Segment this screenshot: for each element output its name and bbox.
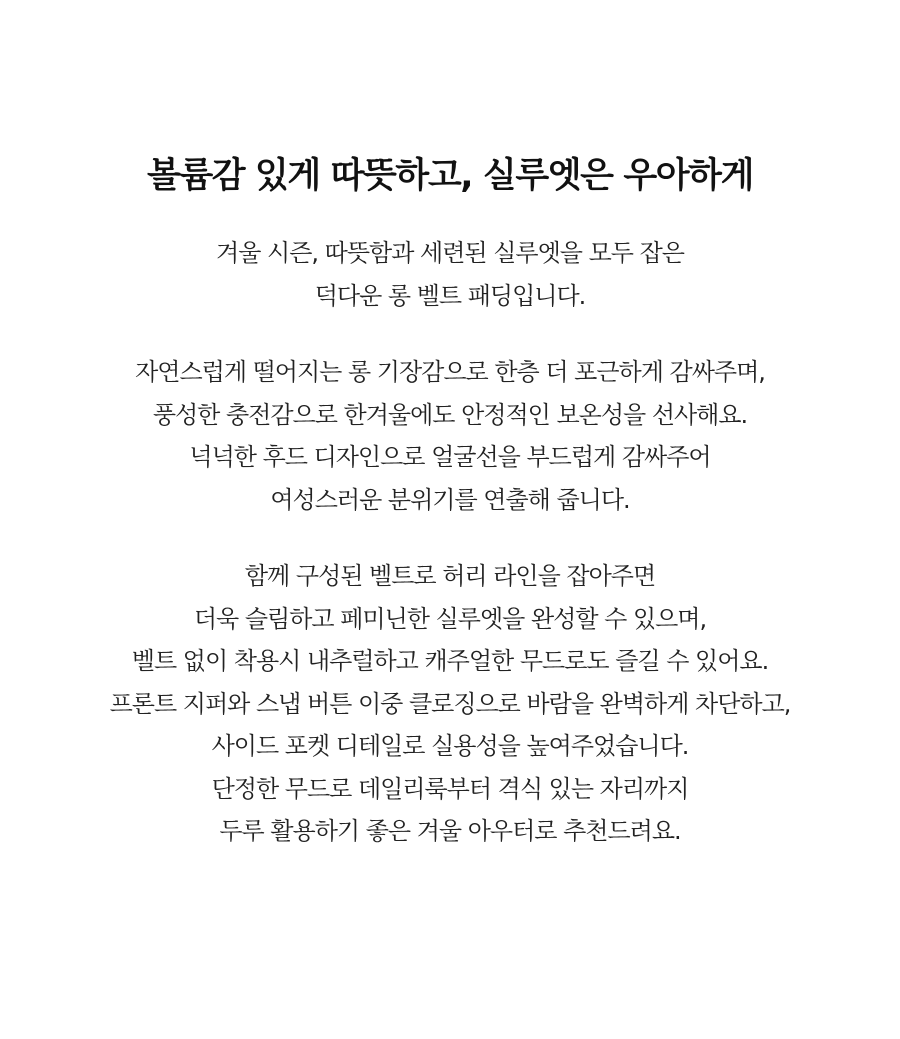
description-line: 두루 활용하기 좋은 겨울 아우터로 추천드려요. — [219, 817, 681, 845]
description-paragraph-intro — [0, 232, 900, 317]
description-line: 겨울 시즌, 따뜻함과 세련된 실루엣을 모두 잡은 — [216, 239, 684, 267]
description-line: 여성스러운 분위기를 연출해 줍니다. — [270, 485, 630, 514]
description-line: 더욱 슬림하고 페미닌한 실루엣을 완성할 수 있으며, — [193, 604, 707, 633]
description-line: 덕다운 롱 벨트 패딩입니다. — [314, 281, 586, 310]
description-line: 프론트 지퍼와 스냅 버튼 이중 클로징으로 바람을 완벽하게 차단하고, — [109, 689, 791, 718]
description-line: 풍성한 충전감으로 한겨울에도 안정적인 보온성을 선사해요. — [152, 400, 748, 429]
description-line: 벨트 없이 착용시 내추럴하고 캐주얼한 무드로도 즐길 수 있어요. — [131, 647, 769, 675]
description-paragraph-fit — [0, 351, 900, 521]
description-line: 함께 구성된 벨트로 허리 라인을 잡아주면 — [244, 562, 656, 590]
description-line: 사이드 포켓 디테일로 실용성을 높여주었습니다. — [211, 732, 689, 760]
description-body — [0, 232, 900, 853]
description-paragraph-details — [0, 555, 900, 853]
description-line: 자연스럽게 떨어지는 롱 기장감으로 한층 더 포근하게 감싸주며, — [135, 358, 765, 386]
description-line: 단정한 무드로 데일리룩부터 격식 있는 자리까지 — [211, 774, 689, 803]
description-line: 넉넉한 후드 디자인으로 얼굴선을 부드럽게 감싸주어 — [189, 443, 711, 471]
page-headline: 볼륨감 있게 따뜻하고, 실루엣은 우아하게 — [146, 156, 753, 196]
